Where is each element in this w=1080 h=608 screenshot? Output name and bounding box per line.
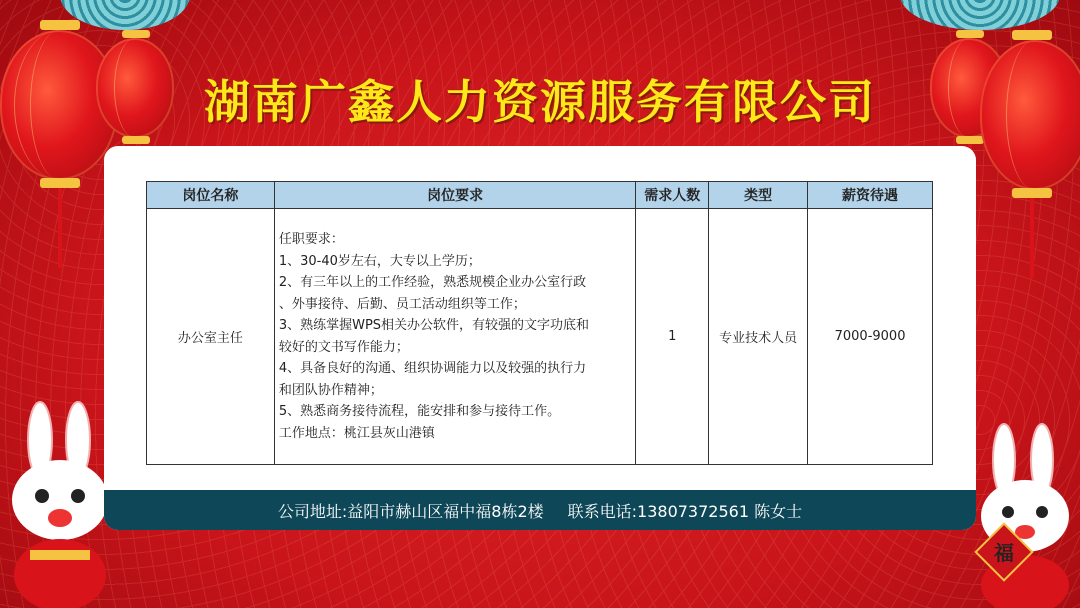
requirement-line: 5、熟悉商务接待流程，能安排和参与接待工作。 (278, 404, 561, 419)
header-position: 岗位名称 (147, 182, 275, 209)
header-salary: 薪资待遇 (808, 182, 933, 209)
requirement-line: 和团队协作精神； (278, 382, 383, 398)
fu-character: 福 (994, 541, 1014, 565)
requirement-line: 较好的文书写作能力； (278, 339, 409, 355)
cell-type: 专业技术人员 (709, 209, 808, 465)
rabbit-left-illustration (0, 400, 120, 608)
contact-phone: 联系电话:13807372561 陈女士 (567, 501, 803, 521)
company-title: 湖南广鑫人力资源服务有限公司 (204, 75, 876, 129)
rabbit-right-illustration (970, 420, 1080, 608)
cell-position: 办公室主任 (147, 209, 275, 465)
cell-requirements (274, 209, 636, 465)
requirement-line: 任职要求： (278, 232, 344, 247)
company-address: 公司地址:益阳市赫山区福中福8栋2楼 (277, 501, 544, 521)
header-count: 需求人数 (636, 182, 709, 209)
cell-count: 1 (636, 209, 709, 465)
requirement-line: 4、具备良好的沟通、组织协调能力以及较强的执行力 (278, 361, 587, 376)
job-table (146, 181, 933, 465)
header-type: 类型 (709, 182, 808, 209)
cell-salary: 7000-9000 (808, 209, 933, 465)
table-header-row (147, 182, 933, 209)
table-row (147, 209, 933, 465)
job-card (104, 146, 976, 530)
header-requirements: 岗位要求 (274, 182, 636, 209)
requirement-line: 2、有三年以上的工作经验，熟悉规模企业办公室行政 (278, 275, 587, 290)
requirement-line: 、外事接待、后勤、员工活动组织等工作； (278, 296, 526, 312)
requirement-line: 1、30-40岁左右，大专以上学历； (278, 253, 481, 269)
requirement-line: 3、熟练掌握WPS相关办公软件，有较强的文字功底和 (278, 318, 590, 333)
requirement-line: 工作地点：桃江县灰山港镇 (278, 425, 435, 441)
contact-footer (104, 490, 976, 530)
